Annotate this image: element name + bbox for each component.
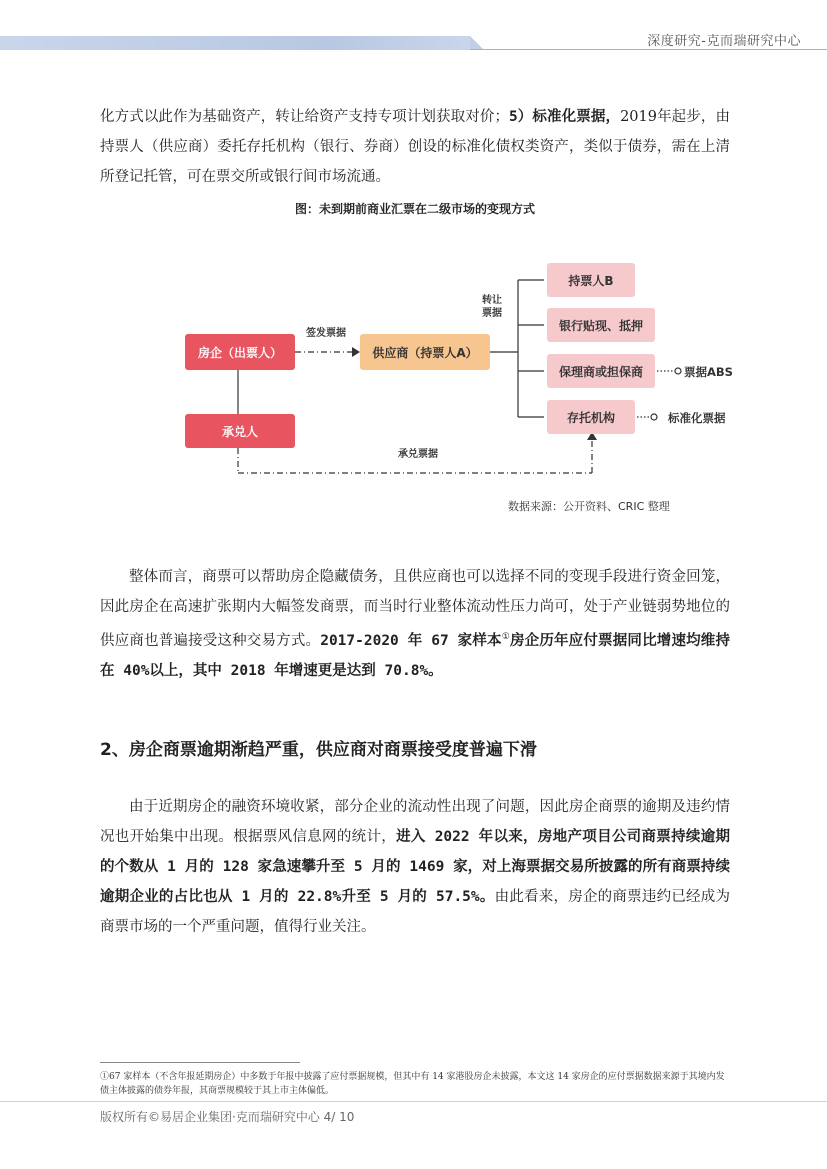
paragraph-1-text-b: 2019年起步，由持票人（供应商）委托存托机构（银行、券商）创设的标准化债权类资产，类似于债券，需在上清所登记托管，可在票交所或银行间市场流通。 (100, 109, 731, 185)
footnote-rule (100, 1062, 300, 1063)
paragraph-3-text-b: 由此看来，房企的商票违约已经成为商票市场的一个严重问题，值得行业关注。 (100, 889, 730, 935)
figure-source: 数据来源：公开资料、CRIC 整理 (508, 500, 670, 513)
custodian-box: 存托机构 (547, 400, 635, 434)
holder-b-box: 持票人B (547, 263, 635, 297)
standard-note-label: 标准化票据 (668, 411, 726, 425)
transfer-label: 转让票据 (482, 295, 502, 319)
footnote (100, 1070, 730, 1098)
paragraph-2-text: 整体而言，商票可以帮助房企隐藏债务，且供应商也可以选择不同的变现手段进行资金回笼，因此房企在高速扩张期内大幅签发商票，而当时行业整体流动性压力尚可，处于产业链弱势地位的供应商也普遍接受这种交易方式。 (100, 569, 730, 649)
paragraph-2-bold-b: 房企历年应付票据同比增速均维持在 40%以上，其中 2018 年增速更是达到 70.8%。 (100, 632, 730, 679)
footnote-ref[interactable]: ① (501, 632, 510, 642)
footer-rule (0, 1101, 827, 1102)
flow-connectors (0, 0, 827, 560)
accept-label: 承兑票据 (398, 449, 438, 460)
paragraph-2-bold-a: 2017-2020 年 67 家样本 (320, 632, 502, 649)
footnote-mark: ① (100, 1072, 110, 1082)
factor-box: 保理商或担保商 (547, 354, 655, 388)
paragraph-2 (100, 562, 730, 686)
section-heading: 2、房企商票逾期渐趋严重，供应商对商票接受度普遍下滑 (100, 740, 537, 760)
paragraph-3-text-a: 由于近期房企的融资环境收紧，部分企业的流动性出现了问题，因此房企商票的逾期及违约情况也开始集中出现。根据票风信息网的统计， (100, 799, 730, 845)
abs-label: 票据ABS (684, 365, 733, 379)
footnote-text: 67 家样本（不含年报延期房企）中多数于年报中披露了应付票据规模，但其中有 14 家港股房企未披露，本文这 14 家房企的应付票据数据来源于其境内发债主体披露的债券年报，其商票规模较于其上市主体偏低。 (100, 1072, 725, 1096)
header-title: 深度研究-克而瑞研究中心 (647, 34, 801, 49)
paragraph-1-text-a: 化方式以此作为基础资产，转让给资产支持专项计划获取对价； (100, 109, 509, 125)
issuer-box: 房企（出票人） (185, 334, 295, 370)
issue-label: 签发票据 (306, 328, 346, 339)
paragraph-1-bold: 5）标准化票据， (508, 109, 621, 125)
bank-discount-box: 银行贴现、抵押 (547, 308, 655, 342)
paragraph-3 (100, 792, 730, 942)
acceptor-box: 承兑人 (185, 414, 295, 448)
supplier-box: 供应商（持票人A） (360, 334, 490, 370)
figure-title: 图：未到期前商业汇票在二级市场的变现方式 (294, 202, 535, 216)
footer-copyright: 版权所有©易居企业集团·克而瑞研究中心 4/ 10 (100, 1110, 355, 1124)
paragraph-3-bold: 进入 2022 年以来，房地产项目公司商票持续逾期的个数从 1 月的 128 家急速攀升至 5 月的 1469 家，对上海票据交易所披露的所有商票持续逾期企业的占比也从 1 月的 22.8%升至 5 月的 57.5%。 (100, 829, 730, 905)
